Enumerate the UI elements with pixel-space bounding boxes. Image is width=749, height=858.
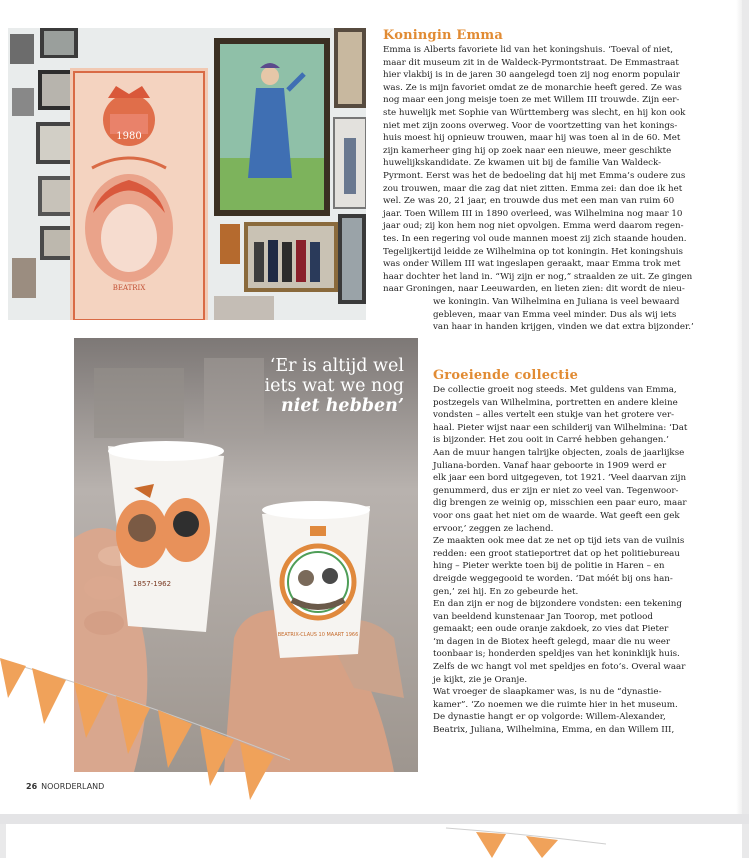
body-line: Juliana-borden. Vanaf haar geboorte in 1909 werd er <box>433 460 667 471</box>
pull-quote-line-emphasis: niet hebben’ <box>281 396 404 416</box>
body-line: genummerd, dus er zijn er niet zo veel van. Tegenwoor- <box>433 485 679 496</box>
body-line: huwelijkskandidate. Ze kwamen uit bij de familie Van Waldeck- <box>383 158 662 169</box>
body-line: was. Ze is mijn favoriet omdat ze de monarchie heeft gered. Ze was <box>383 82 682 93</box>
body-line: Pyrmont. Eerst was het de bedoeling dat hij met Emma’s oudere zus <box>383 170 686 181</box>
pull-quote <box>230 356 404 416</box>
body-line: jaar oud; zij kon hem nog niet opvolgen. Emma werd daarom regen- <box>383 221 684 232</box>
bunting-flag <box>74 682 108 738</box>
next-page-bunting <box>6 824 742 858</box>
body-line: jaar. Toen Willem III in 1890 overleed, was Wilhelmina nog maar 10 <box>383 208 683 219</box>
pull-quote-line: iets wat we nog <box>264 376 404 396</box>
body-line: naar Groningen, naar Leeuwarden, en lieten zien: dit wordt de nieu- <box>383 284 685 295</box>
bunting-flag <box>0 658 26 698</box>
bunting-flag <box>526 836 558 858</box>
body-line: haar dochter het land in. “Wij zijn er nog,” straalden ze uit. Ze gingen <box>383 271 693 282</box>
bunting-flag <box>240 742 274 800</box>
bunting-flag <box>32 668 66 724</box>
section-heading-groeiende-collectie: Groeiende collectie <box>433 368 579 383</box>
tea-towel-year: 1980 <box>116 131 142 142</box>
body-line: niet met zijn zoons overweg. Voor de voortzetting van het konings- <box>383 120 678 131</box>
next-page-preview <box>6 824 742 858</box>
body-line: De collectie groeit nog steeds. Met guldens van Emma, <box>433 385 677 395</box>
body-line: je kijkt, zie je Oranje. <box>433 674 528 685</box>
section1-body <box>383 44 692 296</box>
body-line: hing – Pieter werkte toen bij de politie in Haren – en <box>433 561 665 572</box>
body-line: zou trouwen, maar die zag dat niet zitten. Emma zei: dan doe ik het <box>383 183 683 194</box>
magazine-name: NOORDERLAND <box>41 782 105 791</box>
body-line: kamer”. ‘Zo noemen we die ruimte hier in het museum. <box>433 699 678 710</box>
right-mug-caption: BEATRIX-CLAUS 10 MAART 1966 <box>277 632 359 638</box>
painting-frame <box>214 38 330 216</box>
body-line: En dan zijn er nog de bijzondere vondsten: een tekening <box>433 599 682 610</box>
body-line: elk jaar een bord uitgegeven, tot 1921. ‘Veel daarvan zijn <box>433 473 687 484</box>
body-line: toonbaar is; honderden speldjes van het koninklijk huis. <box>433 649 680 660</box>
body-line: Beatrix, Juliana, Wilhelmina, Emma, en dan Willem III, <box>433 725 675 736</box>
body-line: gen,’ zei hij. En zo gebeurde het. <box>433 586 579 597</box>
body-line: gebleven, maar van Emma veel minder. Dus als wij iets <box>433 309 677 320</box>
body-line: Zelfs de wc hangt vol met speldjes en foto’s. Overal waar <box>433 662 686 673</box>
family-photo-frame <box>244 222 338 292</box>
body-line: we koningin. Van Wilhelmina en Juliana is veel bewaard <box>433 297 680 307</box>
page-edge-shade <box>736 0 742 814</box>
body-line: ste huwelijk met Sophie van Württemberg was slecht, en hij kon ook <box>383 107 686 118</box>
bunting-flag <box>200 726 234 786</box>
body-line: is bijzonder. Het zou ooit in Carré hebben gehangen.’ <box>433 435 669 446</box>
section2-body <box>433 384 687 737</box>
tea-towel-name: BEATRIX <box>112 284 146 292</box>
page-gap <box>0 814 749 824</box>
body-line: zijn kamerheer ging hij op zoek naar een nieuwe, meer geschikte <box>383 145 672 156</box>
bunting-flag <box>116 696 150 754</box>
body-line: voor ons gaat het niet om de waarde. Wat geeft een gek <box>433 510 680 521</box>
page-number: 26 <box>26 782 38 791</box>
right-mug <box>262 501 370 658</box>
body-line: hier vlakbij is in de jaren 30 aangelegd toen zij nog enorm populair <box>383 70 680 81</box>
section1-body-indented <box>433 296 694 334</box>
body-line: huis moest hij opnieuw trouwen, maar hij was toen al in de 60. Met <box>383 133 681 144</box>
bunting-flag <box>158 710 192 768</box>
body-line: was onder Willem III wat ingeslapen geraakt, maar Emma trok met <box>383 259 681 270</box>
body-line: postzegels van Wilhelmina, portretten en andere kleine <box>433 397 678 408</box>
body-line: van beeldend kunstenaar Jan Toorop, met potlood <box>433 611 653 622</box>
section-heading-koningin-emma: Koningin Emma <box>383 28 503 43</box>
body-line: wel. Ze was 20, 21 jaar, en trouwde dus met een man van ruim 60 <box>383 196 675 207</box>
body-line: dreigde weggegooid te worden. ‘Dat móét bij ons han- <box>433 573 673 584</box>
body-line: Ze maakten ook mee dat ze net op tijd iets van de vuilnis <box>433 536 685 547</box>
body-line: Wat vroeger de slaapkamer was, is nu de “dynastie- <box>433 687 662 698</box>
body-line: gemaakt; een oude oranje zakdoek, zo vies dat Pieter <box>433 624 669 635</box>
body-line: haal. Pieter wijst naar een schilderij van Wilhelmina: ‘Dat <box>433 422 688 433</box>
museum-wall-photo <box>8 28 366 320</box>
left-mug-years: 1857-1962 <box>132 580 172 588</box>
bunting-flag <box>476 832 506 858</box>
body-line: Emma is Alberts favoriete lid van het koningshuis. ‘Toeval of niet, <box>383 45 673 55</box>
body-line: ervoor,’ zeggen ze lachend. <box>433 523 554 534</box>
body-line: vondsten – alles vertelt een stukje van het grotere ver- <box>433 410 675 421</box>
page-folio <box>26 782 104 791</box>
body-line: ‘m dagen in de Biotex heeft gelegd, maar die nu weer <box>433 636 671 647</box>
body-line: De dynastie hangt er op volgorde: Willem-Alexander, <box>433 712 666 723</box>
body-line: tes. In een regering vol oude mannen moest zij zich staande houden. <box>383 233 687 244</box>
museum-wall-illustration <box>8 28 366 320</box>
body-line: Tegelijkertijd leidde ze Wilhelmina op tot koningin. Het koningshuis <box>383 246 683 257</box>
body-line: dig brengen ze weinig op, misschien een paar euro, maar <box>433 498 687 509</box>
pull-quote-line: ‘Er is altijd wel <box>269 356 404 376</box>
body-line: maar dit museum zit in de Waldeck-Pyrmontstraat. De Emmastraat <box>383 57 679 68</box>
body-line: van haar in handen krijgen, vinden we dat extra bijzonder.’ <box>433 322 694 333</box>
body-line: redden: een groot statieportret dat op het politiebureau <box>433 548 680 559</box>
body-line: Aan de muur hangen talrijke objecten, zoals de jaarlijkse <box>433 447 685 458</box>
royal-tea-towel <box>70 68 208 320</box>
body-line: nog maar een jong meisje toen ze met Willem III trouwde. Zijn eer- <box>383 95 680 106</box>
